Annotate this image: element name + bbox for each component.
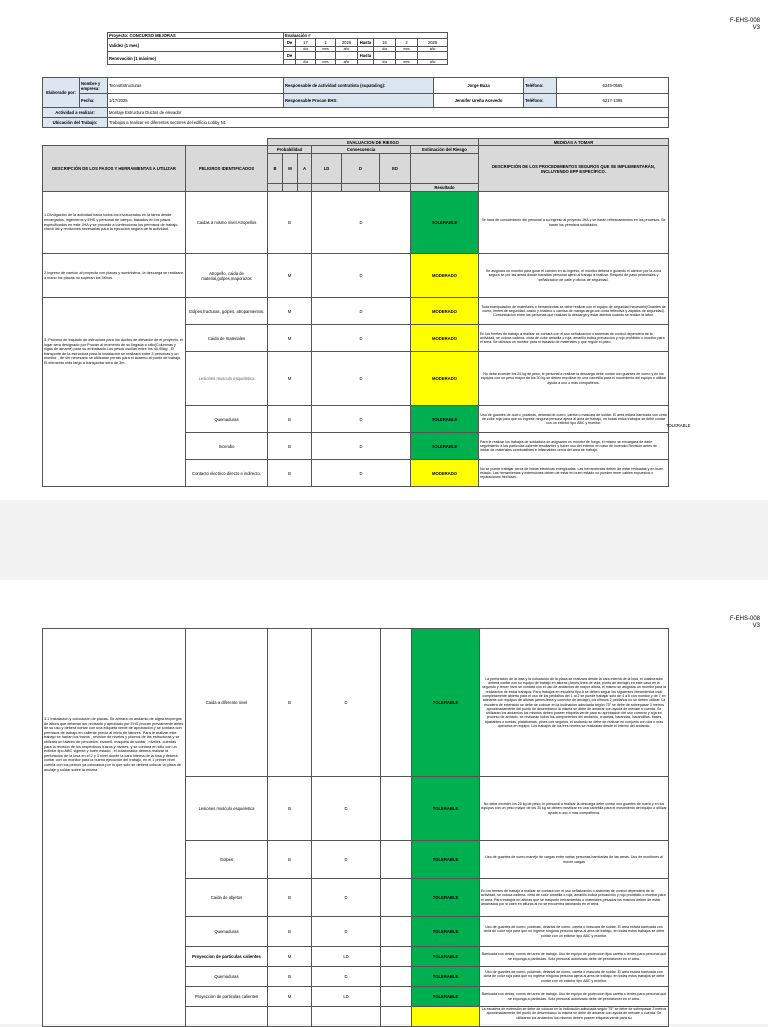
validez-hasta-mes: 2	[396, 39, 418, 47]
telefono-label: Teléfono:	[524, 78, 557, 94]
risk-result-badge: MODERADO	[411, 325, 479, 352]
cons-cell: LD	[312, 947, 381, 967]
cons-cell: D	[312, 841, 381, 879]
document-code-line2: V3	[752, 623, 760, 629]
mes-label: mes	[316, 47, 336, 52]
measure-cell: Uso de guantes de cuero, polainas, delantal de cuero, careta o mascara de soldar. El area estara barricada con cinta de color roja para que no ingrese ninguna persona ajena al area de trabajo, en todas estos trabajos se debe contar con un extintor tipo ABC y monitor.	[480, 967, 669, 987]
evaluation-number: Evaluación #	[284, 33, 448, 39]
ubicacion-label: Ubicación del Trabajo:	[43, 118, 108, 128]
hazard-cell: Atropello, caida de material,golpes,maporazos	[186, 254, 268, 298]
medidas-header: MEDIDAS A TOMAR	[479, 139, 669, 146]
ano-label: año	[418, 47, 448, 52]
measure-cell: En los frentes de trabajo a realizar se contará con el uso señalización o sistemas de control dependerá de la actividad, se coloca cadena- cinta de color amarilla o roja, amarillo indica precaución y rojo prohibido o monitor para el area. Para trabajos en alturas que se trasporte herramientas o materiales pesados los mismos deben de estar amarrados por si caen en alturas al no se encuentra laborando en el área.	[480, 879, 669, 917]
measure-cell: Uso de guantes de cuero, polainas, delantal de cuero, careta o mascara de soldar. El area estara barricada con cinta de color roja para que no ingrese ninguna persona ajena al area de trabajo, en todas estos trabajos se debe contar con un extintor tipo ABC y monitor.	[480, 917, 669, 947]
resp-contratista-value: Jorge Baza	[434, 78, 524, 94]
document-code	[730, 18, 760, 32]
step-2: 2.Ingreso de camion al proyecto con placas y suministros, la descarga se realizara a mano los placas no superan los 5Kilos.	[43, 254, 186, 298]
cons-cell: D	[312, 460, 411, 487]
measure-cell: Barricada con cintas, conos del area de trabajo. Uso de equipo de proteccion fijos careta o lentes para personal que se exponga a particulas. Solo personal autorizado debe de permanecer en el area.	[480, 987, 669, 1007]
risk-result-badge: MODERADO	[411, 460, 479, 487]
measure-cell: Toda manipulacion de materiales o herramientas se debe realizar con el equipo de seguridad necesario(Guantes de cuero, lentes de seguridad, casco y chaleco u camisa de manga larga con cinta reflectiva y zapatos de seguridad). Comunicacion entre las personas que realizan la descarga y estar atentos cuando se realice la labor.	[479, 298, 669, 325]
resultado-header: Resultado	[411, 184, 479, 192]
cons-ed-header: ED	[380, 154, 411, 184]
de-label: De	[284, 52, 296, 60]
measure-cell: No se puede trabajar cerca de lineas electricas energizadas. Las herramientas deben de estar revisadas y en buen estado. Las herramientas y extensiones deben de estar en buen estado no pueden tener cables expuestos o reparaciones hechizas.	[479, 460, 669, 487]
risk-result-badge: MODERADO	[411, 352, 479, 406]
hazard-cell: Golpes,fracturas, golpes, atropamientos.	[186, 298, 268, 325]
hazard-cell: Quemaduras	[186, 917, 268, 947]
measure-cell: Barricada con cintas, conos del area de trabajo. Uso de equipo de proteccion fijos careta o lentes para personal que se exponga a particulas. Solo personal autorizado debe de permanecer en el area.	[480, 947, 669, 967]
telefono-label: Teléfono:	[524, 94, 557, 108]
probabilidad-header: Probabilidad	[268, 146, 312, 154]
prob-cell: B	[268, 629, 312, 777]
resp-contratista-label: Responsable de actividad contratista (supata/ing):	[284, 78, 434, 94]
risk-table-page-1	[42, 138, 669, 487]
document-code	[730, 616, 760, 630]
fecha-label: Fecha:	[80, 94, 108, 108]
risk-result-badge: TOLERABLE	[411, 406, 479, 433]
mes-label: mes	[316, 60, 336, 65]
validez-de-dia: 17	[296, 39, 316, 47]
step-3: 3.:Proceso de traslado de estructura para los ductos de elevador de el proyecto, el lugar sera designado por Procan al momento de su llegada a sitio(Columnas y vigas de amarre) para su embalsado.Los pesos oscilan entre los 40-55kg . El transporte de la estructura para la instalación se realizará entre 3 personas y un monitor , de ser necesario se utilizaran perras para el acarreo al punto de trabajo. El elemento más largo a transportar sera de 3m.	[43, 298, 186, 487]
resp-procan-value: Jennifer Ureña Acevedo	[434, 94, 524, 108]
hazard-cell: Golpes	[186, 841, 268, 879]
prob-cell: B	[268, 777, 312, 841]
prob-cell: B	[268, 841, 312, 879]
cons-cell: D	[312, 629, 381, 777]
prob-cell: B	[268, 460, 312, 487]
actividad-value: Montaje Estructura Ductos de elevador	[108, 108, 669, 118]
risk-result-badge: TOLERABLE	[412, 967, 480, 987]
project-header-table	[107, 32, 448, 65]
risk-table-page-2	[42, 628, 669, 1027]
cons-cell: D	[312, 298, 411, 325]
empresa-value: TecnoEstructuras	[108, 78, 284, 94]
dia-label: día	[296, 60, 316, 65]
prob-cell: B	[268, 917, 312, 947]
risk-result-badge: MODERADO	[411, 254, 479, 298]
validez-label: Validez (1 mes)	[108, 39, 284, 52]
prob-cell: B	[268, 879, 312, 917]
step-1: 1.Divulgación de la actividad hacia todos los involucrados en la tarea desde encargados, ingenieros y EHS y personal de campo, basados en los pasos especificados en este JHA y se procede a confeccionar los permisos de trabajo, check list y revisiones necesarias para la ejecución segura de la actividad.	[43, 192, 186, 254]
prob-cell: B	[268, 433, 312, 460]
nombre-empresa-label: Nombre y empresa:	[80, 78, 108, 94]
desc-pasos-header: DESCRIPCIÓN DE LOS PASOS Y HERRAMIENTAS A UTILIZAR	[43, 146, 186, 192]
measure-cell: No debe exceder los 25 kg de peso, le personal a realizar la descarga debe contar con guantes de cuero y en los equipos con un peso mayor de los 30 kg se deben movilizar en una carretilla para el movimiento del equipo o utilizar ayuda a uno o mas compañeros.	[479, 352, 669, 406]
validez-de-ano: 2025	[336, 39, 358, 47]
cons-cell: D	[312, 879, 381, 917]
resp-procan-label: Responsable Procan EHS:	[284, 94, 434, 108]
cons-ld-header: LD	[312, 154, 342, 184]
prob-cell: M	[268, 352, 312, 406]
prob-cell: B	[268, 967, 312, 987]
cons-cell: D	[312, 325, 411, 352]
sheet-page-1	[0, 0, 768, 500]
fecha-value: 1/17/2025	[108, 94, 284, 108]
hasta-label: Hasta	[358, 39, 374, 47]
cons-cell: D	[312, 406, 411, 433]
measure-cell: La perforación de la losa y la colocación de la placa se realizara desde la cara interna de la losa, el colaborador deberá contar con su equipo de trabajo en alturas (Arnes,linea de vida, punto de anclaje) en este caso en el segundo y tercer nivel se contara con el uso de andamios de mayor altura, el mismo se asignara un monitor para la realizacion de estos trabajos. Para trabajos en escalera tipo A se deben seguir los siguientes lineamientos usar completamente abierta para el uso de los peldaños del 1 al 2 se puede trabajar solo de 4 a 6 con monitor y de 7 en adelante con equipos de alturas (arnes,linea y conector de anclaje), los últimos 2 peldaños no se deben utilizar. La escalera de extensión se debe de colocar en la inclinación adecuada según 75° se debe de sobrepasar 3 metros aproximadamente del punto de desembarco la misma se debe de amarrar con ayuda de mecate o cuerda. Se utilizaran los andamios los mismos deben poseer etiqueta verde para su aprobación del uso correcto y roja en proceso de armado, se revisaran todos los componentes del andamio, crucetas, barandas, barandillas, bases ajustables o ruedas, plataformas, pines con seguros, el andamio se debe de realizar en conjunto con dos o mas operarios en equipo. Los trabajos de los tres niveles se realizaran desde el interior del andamio.	[480, 629, 669, 777]
prob-cell: M	[268, 987, 312, 1007]
cons-cell: D	[312, 433, 411, 460]
hazard-cell: Proyeccion de particulas calientes	[186, 987, 268, 1007]
validez-hasta-ano: 2025	[418, 39, 448, 47]
prob-cell: B	[268, 406, 312, 433]
hazard-cell: Caida de objetos	[186, 879, 268, 917]
prob-cell: B	[268, 192, 312, 254]
measure-cell: Se asignara un monitor para guiar el camion en su ingreso, el monitor deberá ir guiando el camion por la zona segura se por las areas donde transitan personal ajeno al trabajo a realizar. Respeto de paso peatonales y señalizacion de calle y oficios de seguridad.	[479, 254, 669, 298]
measure-cell: Uso de guantes de cuero,manejo de cargas entre varias personas,barricadas de las areas. Uso de monitores al mover cargas	[480, 841, 669, 879]
document-code-line1: F-EHS-008	[729, 18, 760, 24]
measure-cell: Para le realizar los trabajos de soldadura se asignaran un monitor de fuego, el mismo se encargara de darle seguimiento a las particulas caliente resultantes y hacer uso del extintor en caso de incendio.Revisión antes de iniciar de materiales combustibles e inflamables cerca del area de trabajo.	[479, 433, 669, 460]
hazard-cell: Contacto electrico directo e indirecto.	[186, 460, 268, 487]
renovacion-label: Renovación (1 máximo)	[108, 52, 284, 65]
mes-label: mes	[396, 60, 418, 65]
dia-label: día	[374, 60, 396, 65]
step-3-1: 3.1 Instalacion y colocación de placas. Se armara un andamio de algna tecpergos de altura que deberan ser revisado y aprobado por EHS procan previamente antes de su uso y deberá contar con una etiqueta verde de aprobación y se contara con permisos de trabajo en caliente previo al inicio de labores. Para le realizar este trabajo se harían los trazos , revision de niveles y plomos de las estructuras y se utilizara un taladro de percusión, esmeril, maquina de soldar , niveles ,cuerdas para la revision de los respectivos trazos y niveles, y se contara en sitio con un extintor tipo ABC vigente y buen estado , el colaborador deberá realizar la perforación de la losa en el 2 y 3 nivel donde la cara interna de la losa y deberá contar con un monitor para la buena ejecución del trabajo, en el 1 primer nivel cuenta con los pernos ya colocados por lo que solo se deberá colocar la placa de anclaje y soldar sobre la misma	[43, 629, 186, 1027]
consecuencia-header: Consecuencia	[312, 146, 411, 154]
ano-label: año	[418, 60, 448, 65]
de-label: De	[284, 39, 296, 47]
risk-result-badge: TOLERABLE	[411, 433, 479, 460]
document-code-line1: F-EHS-008	[729, 616, 760, 622]
telefono-1-value: 6245-0565	[557, 78, 669, 94]
cons-cell: LD	[312, 987, 381, 1007]
ano-label: año	[336, 47, 358, 52]
hasta-label: Hasta	[358, 52, 374, 60]
measure-cell: En los frentes de trabajo a realizar se contará con el uso señalización o sistemas de control dependerá de la actividad, se coloca cadena- cinta de color amarilla o roja, amarillo indica precaución y rojo prohibido o monitor para el area. Se utilizara un monitor para el traslado de materiales y que regule el paso.	[479, 325, 669, 352]
hazard-cell: Caidas a mismo nivel.Atropellos	[186, 192, 268, 254]
measure-cell: Uso de guantes de cuero, polainas, delantal de cuero, careta o mascara de soldar. El area estara barricada con cinta de color roja para que no ingrese ninguna persona ajena al area de trabajo, en todas estos trabajos se debe contar con un extintor tipo ABC y monitor.	[479, 406, 669, 433]
hazard-cell: Lesiones musculo esqueletica	[186, 352, 268, 406]
hazard-cell: Lesiones musculo esqueletica	[186, 777, 268, 841]
validez-de-mes: 1	[316, 39, 336, 47]
info-table	[42, 77, 669, 128]
hazard-cell: Proyeccion de particulas calientes	[186, 947, 268, 967]
risk-result-badge: TOLERABLE	[412, 987, 480, 1007]
elaborado-por-label: Elaborado por:	[43, 78, 80, 108]
measure-cell: Se hara de conocimiento del personal a su ingreso al proyecto JHA y se harán refrescamientos en los procesos. Se harán los permisos solicitados.	[479, 192, 669, 254]
cons-cell: D	[312, 917, 381, 947]
hazard-cell: Quemaduras	[186, 406, 268, 433]
risk-result-badge: TOLERABLE	[411, 192, 479, 254]
cons-cell: D	[312, 254, 411, 298]
peligros-header: PELIGROS IDENTIFICADOS	[186, 146, 268, 192]
hazard-cell: Caida de materiales	[186, 325, 268, 352]
risk-result-badge: TOLERABLE	[412, 841, 480, 879]
cons-cell: D	[312, 967, 381, 987]
prob-cell: M	[268, 325, 312, 352]
risk-result-badge: MODERADO	[411, 298, 479, 325]
sheet-page-2	[0, 580, 768, 1024]
risk-result-badge: TOLERABLE	[412, 879, 480, 917]
prob-a-header: A	[298, 154, 312, 184]
outside-tolerable-label: TOLERABLE	[666, 423, 691, 428]
prob-b-header: B	[268, 154, 283, 184]
risk-result-badge: TOLERABLE	[412, 917, 480, 947]
measure-cell: La escalera de extensión se debe de colocar en la inclinación adecuada según 75° se debe de sobrepasar 3 metros aproximadamente del punto de desembarco la misma se debe de amarrar con ayuda de mecate o cuerda. Se utilizaran los andamios los mismos deben poseer etiqueta verde para su	[480, 1007, 669, 1027]
evaluacion-riesgo-header: EVALUACION DE RIESGO	[268, 139, 479, 146]
ubicacion-value: Trabajos a realizar en diferentes sectores del edificio Lobby N1	[108, 118, 669, 128]
cons-d-header: D	[342, 154, 380, 184]
validez-hasta-dia: 16	[374, 39, 396, 47]
estimacion-header: Estimación del Riesgo	[411, 146, 479, 154]
hazard-cell: Incendio	[186, 433, 268, 460]
cons-cell: D	[312, 777, 381, 841]
measure-cell: No debe exceder los 25 kg de peso, le personal a realizar la descarga debe contar con guantes de cuero y en los equipos con un peso mayor de los 30 kg se deben movilizar en una carretilla para el movimiento del equipo o utilizar ayuda a uno o mas compañeros.	[480, 777, 669, 841]
risk-result-badge: TOLERABLE	[412, 947, 480, 967]
risk-result-badge: TOLERABLE	[412, 629, 480, 777]
telefono-2-value: 6217-1395	[557, 94, 669, 108]
actividad-label: Actividad a realizar:	[43, 108, 108, 118]
prob-cell: M	[268, 947, 312, 967]
ano-label: año	[336, 60, 358, 65]
mes-label: mes	[396, 47, 418, 52]
prob-cell: M	[268, 254, 312, 298]
prob-cell: M	[268, 298, 312, 325]
hazard-cell: Caida a diferente nivel	[186, 629, 268, 777]
risk-result-badge: TOLERABLE	[412, 777, 480, 841]
dia-label: día	[296, 47, 316, 52]
project-name: Proyecto: CONCURSO MEJORAS	[108, 33, 284, 39]
desc-proc-header: DESCRIPCIÓN DE LOS PROCEDIMIENTOS SEGUROS QUE SE IMPLEMENTARÁN, INCLUYENDO EPP ESPECÍFICO.	[479, 146, 669, 192]
dia-label: día	[374, 47, 396, 52]
cons-cell: D	[312, 192, 411, 254]
document-code-line2: V3	[752, 25, 760, 31]
prob-m-header: M	[283, 154, 298, 184]
cons-cell: D	[312, 352, 411, 406]
hazard-cell: Quemaduras	[186, 967, 268, 987]
